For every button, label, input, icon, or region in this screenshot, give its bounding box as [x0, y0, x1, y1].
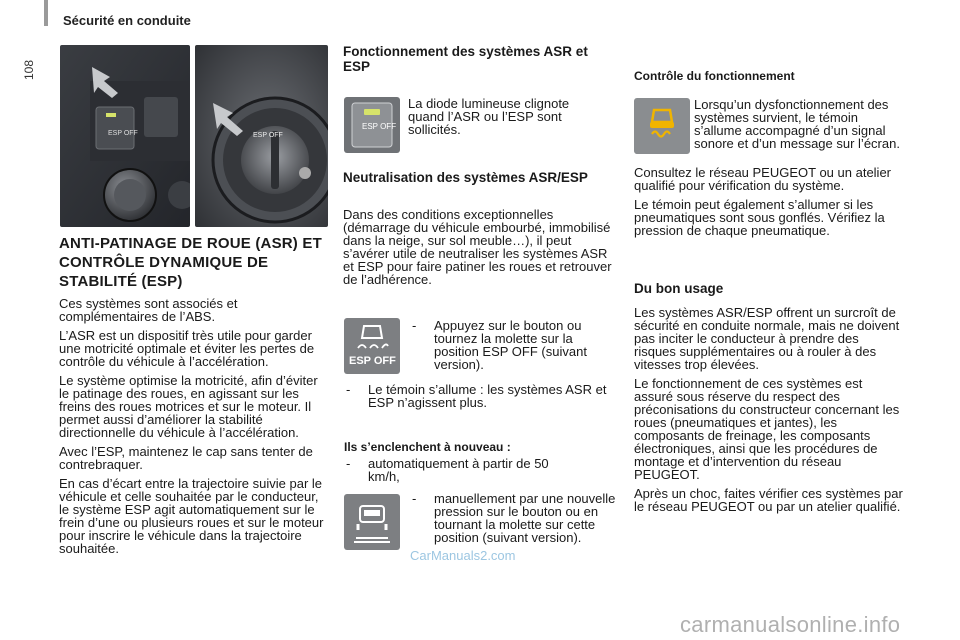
paragraph: L’ASR est un dispositif très utile pour garder une motricité optimale et éviter les pertes de contrôle du véhicule à l’accélération.	[59, 328, 315, 369]
led-description: La diode lumineuse clignote quand l’ASR ou l’ESP sont sollicités.	[408, 96, 570, 137]
esp-off-knob-label: ESP OFF	[253, 132, 283, 139]
esp-off-button-icon	[344, 318, 400, 374]
operation-heading: Fonctionnement des systèmes ASR et ESP	[343, 44, 588, 74]
paragraph: Consultez le réseau PEUGEOT ou un atelier qualifié pour vérification du système.	[634, 165, 892, 193]
dashboard-photo-knob	[195, 45, 328, 227]
step-light-on: Le témoin s’allume : les systèmes ASR et ESP n’agissent plus.	[368, 382, 607, 410]
esp-off-text: ESP OFF	[362, 122, 397, 131]
reengage-label: Ils s’enclenchent à nouveau :	[344, 440, 511, 454]
col1-body	[59, 297, 329, 561]
paragraph: En cas d’écart entre la trajectoire suivie par le véhicule et celle souhaitée par le conducteur, le système ESP agit automatiquement sur le frein d’une ou plusieurs roues et sur le moteur pour inscrire le véhicule dans la trajectoire souhaitée.	[59, 476, 324, 556]
good-use-heading: Du bon usage	[634, 281, 724, 296]
dash: -	[346, 456, 351, 471]
dashboard-photo-button	[60, 45, 190, 227]
section-bar	[44, 0, 48, 26]
paragraph: Le témoin peut également s’allumer si les pneumatiques sont sous gonflés. Vérifiez la pression de chaque pneumatique.	[634, 197, 885, 238]
dash: -	[412, 491, 417, 506]
watermark: CarManuals2.com	[410, 548, 516, 563]
esp-off-text: ESP OFF	[349, 355, 396, 367]
reengage-manual: manuellement par une nouvelle pression sur le bouton ou en tournant la molette sur cette position (suivant version).	[434, 491, 616, 545]
main-heading: ANTI-PATINAGE DE ROUE (ASR) ET CONTRÔLE DYNAMIQUE DE STABILITÉ (ESP)	[59, 235, 322, 290]
neutralisation-heading: Neutralisation des systèmes ASR/ESP	[343, 170, 588, 185]
watermark: carmanualsonline.info	[680, 612, 901, 637]
dash: -	[412, 318, 417, 333]
neutralisation-text: Dans des conditions exceptionnelles (démarrage du véhicule embourbé, immobilisé dans la neige, sur sol meuble…), il peut s’avérer utile de neutraliser les systèmes ASR et ESP pour faire patiner les roues et retrouver de l’adhérence.	[343, 207, 612, 287]
paragraph: Les systèmes ASR/ESP offrent un surcroît de sécurité en conduite normale, mais ne doivent pas inciter le conducteur à prendre des risques supplémentaires ou à rouler à des vitesses trop élevées.	[634, 305, 900, 372]
paragraph: Le système optimise la motricité, afin d’éviter le patinage des roues, en agissant sur les freins des roues motrices et sur le moteur. Il permet aussi d’améliorer la stabilité directionnelle du véhicule à l’accélération.	[59, 373, 318, 440]
section-title: Sécurité en conduite	[63, 13, 191, 28]
paragraph: Ces systèmes sont associés et complémentaires de l’ABS.	[59, 296, 238, 324]
dash: -	[346, 382, 351, 397]
esp-off-label: ESP OFF	[108, 130, 138, 137]
traction-icon	[344, 494, 400, 550]
page-number: 108	[22, 59, 36, 80]
reengage-auto: automatiquement à partir de 50 km/h,	[368, 456, 549, 484]
malfunction-text: Lorsqu’un dysfonctionnement des systèmes survient, le témoin s’allume accompagné d’un signal sonore et d’un message sur l’écran.	[694, 97, 900, 151]
esp-led-icon	[344, 97, 400, 153]
warning-light-icon	[634, 98, 690, 154]
paragraph: Le fonctionnement de ces systèmes est assuré sous réserve du respect des préconisations du constructeur concernant les roues (pneumatiques et jantes), les composants de freinage, les composants électroniques, ainsi que les procédures de montage et d’intervention du réseau PEUGEOT.	[634, 376, 900, 482]
paragraph: Avec l’ESP, maintenez le cap sans tenter de contrebraquer.	[59, 444, 313, 472]
operation-check-heading: Contrôle du fonctionnement	[634, 69, 795, 83]
paragraph: Après un choc, faites vérifier ces systèmes par le réseau PEUGEOT ou par un atelier qualifié.	[634, 486, 903, 514]
step-press-button: Appuyez sur le bouton ou tournez la molette sur la position ESP OFF (suivant version).	[434, 318, 587, 372]
